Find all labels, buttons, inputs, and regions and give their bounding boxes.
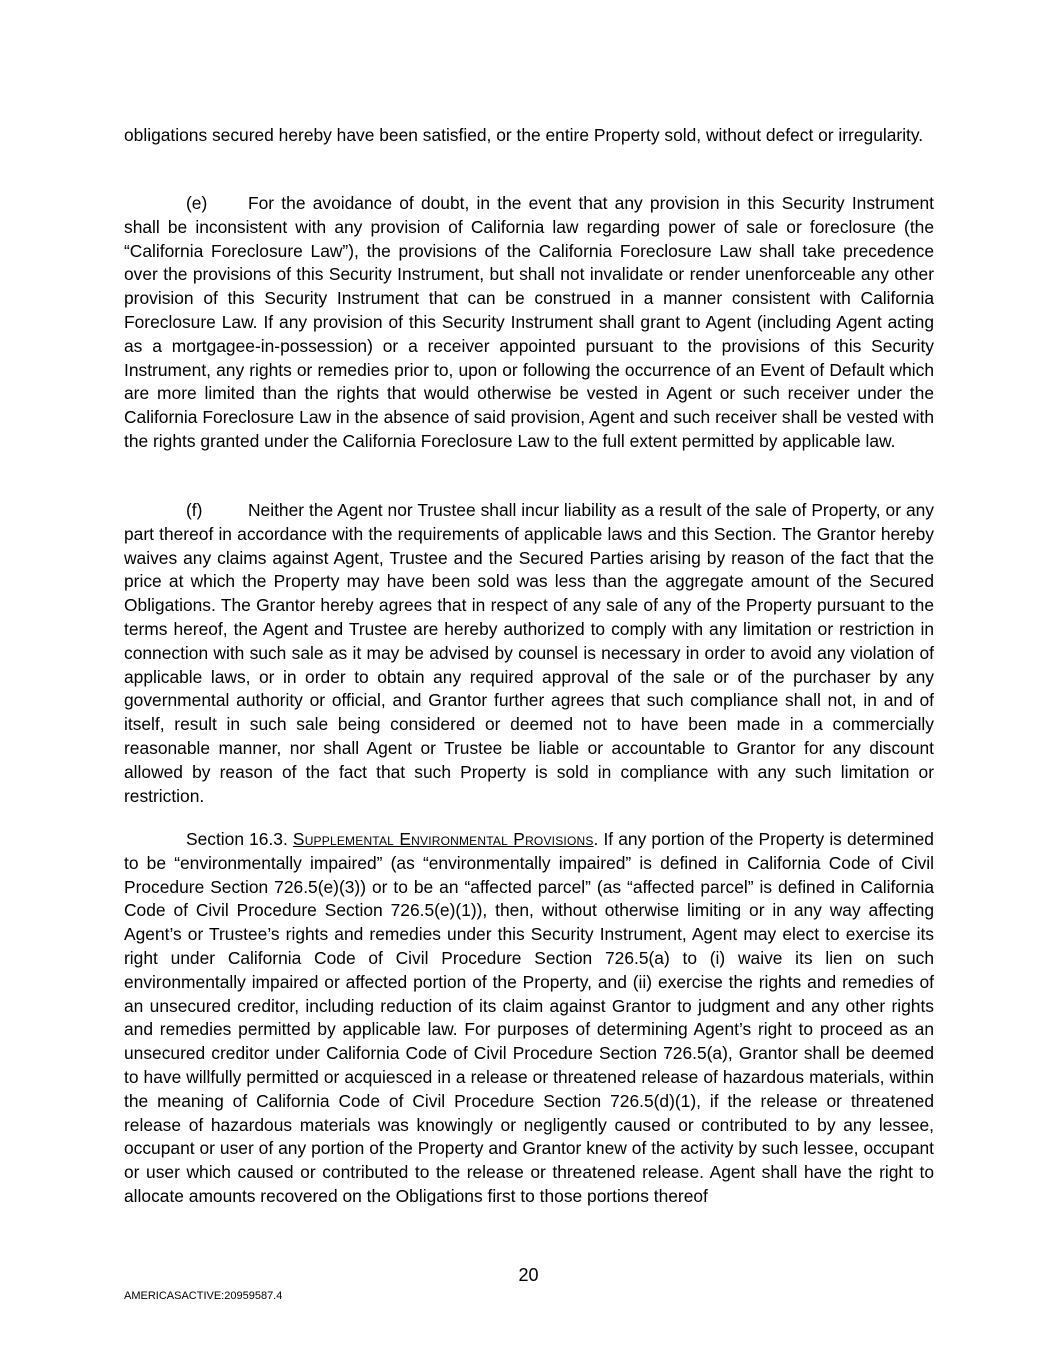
section-16-3-text: . If any portion of the Property is determined to be “environmentally impaired” (as “environmentally impaired” is defined in California Code of Civil Procedure Section 726.5(e)(3)) or to be an “affected parcel” (as “affected parcel” is defined in California Code of Civil Procedure Section 726.5(e)(1)), then, without otherwise limiting or in any way affecting Agent’s or Trustee’s rights and remedies under this Security Instrument, Agent may elect to exercise its right under California Code of Civil Procedure Section 726.5(a) to (i) waive its lien on such environmentally impaired or affected portion of the Property, and (ii) exercise the rights and remedies of an unsecured creditor, including reduction of its claim against Grantor to judgment and any other rights and remedies permitted by applicable law. For purposes of determining Agent’s right to proceed as an unsecured creditor under California Code of Civil Procedure Section 726.5(a), Grantor shall be deemed to have willfully permitted or acquiesced in a release or threatened release of hazardous materials, within the meaning of California Code of Civil Procedure Section 726.5(d)(1), if the release or threatened release of hazardous materials was knowingly or negligently caused or contributed to by any lessee, occupant or user of any portion of the Property and Grantor knew of the activity by such lessee, occupant or user which caused or contributed to the release or threatened release. Agent shall have the right to allocate amounts recovered on the Obligations first to those portions thereof xyxy=(124,829,934,1206)
document-id: AMERICASACTIVE:20959587.4 xyxy=(124,1290,283,1302)
paragraph-f-marker: (f) xyxy=(186,500,203,520)
page-number: 20 xyxy=(518,1265,539,1285)
paragraph-e-marker: (e) xyxy=(186,193,208,213)
paragraph-e-text: For the avoidance of doubt, in the event that any provision in this Security Instrument shall be inconsistent with any provision of California law regarding power of sale or foreclosure (the “California Foreclosure Law”), the provisions of the California Foreclosure Law shall take precedence over the provisions of this Security Instrument, but shall not invalidate or render unenforceable any other provision of this Security Instrument that can be construed in a manner consistent with California Foreclosure Law. If any provision of this Security Instrument shall grant to Agent (including Agent acting as a mortgagee-in-possession) or a receiver appointed pursuant to the provisions of this Security Instrument, any rights or remedies prior to, upon or following the occurrence of an Event of Default which are more limited than the rights that would otherwise be vested in Agent or such receiver under the California Foreclosure Law in the absence of said provision, Agent and such receiver shall be vested with the rights granted under the California Foreclosure Law to the full extent permitted by applicable law. xyxy=(124,193,934,451)
paragraph-f xyxy=(124,499,934,808)
section-number: Section 16.3. xyxy=(186,829,288,849)
section-16-3-paragraph xyxy=(124,828,934,1209)
paragraph-continuation: obligations secured hereby have been satisfied, or the entire Property sold, without defect or irregularity. xyxy=(124,125,924,145)
paragraph-e xyxy=(124,192,934,454)
section-heading: Supplemental Environmental Provisions xyxy=(292,829,594,849)
paragraph-f-text: Neither the Agent nor Trustee shall incur liability as a result of the sale of Property, or any part thereof in accordance with the requirements of applicable laws and this Section. The Grantor hereby waives any claims against Agent, Trustee and the Secured Parties arising by reason of the fact that the price at which the Property may have been sold was less than the aggregate amount of the Secured Obligations. The Grantor hereby agrees that in respect of any sale of any of the Property pursuant to the terms hereof, the Agent and Trustee are hereby authorized to comply with any limitation or restriction in connection with such sale as it may be advised by counsel is necessary in order to avoid any violation of applicable laws, or in order to obtain any required approval of the sale or of the purchaser by any governmental authority or official, and Grantor further agrees that such compliance shall not, in and of itself, result in such sale being considered or deemed not to have been made in a commercially reasonable manner, nor shall Agent or Trustee be liable or accountable to Grantor for any discount allowed by reason of the fact that such Property is sold in compliance with any such limitation or restriction. xyxy=(124,500,934,806)
